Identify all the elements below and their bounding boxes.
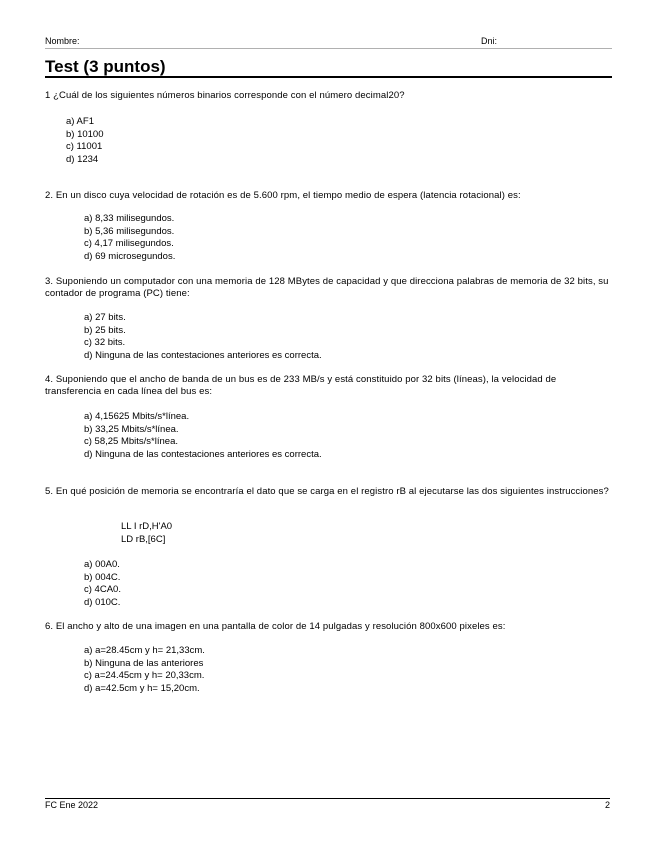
page-number: 2	[604, 800, 610, 810]
question-2: 2. En un disco cuya velocidad de rotación es de 5.600 rpm, el tiempo medio de espera (latencia rotacional) es:	[45, 190, 521, 201]
option: d) 010C.	[84, 596, 121, 608]
option: a) AF1	[66, 116, 94, 127]
option: c) 32 bits.	[84, 337, 126, 348]
page-header	[45, 36, 612, 49]
option: c) 58,25 Mbits/s*línea.	[84, 436, 178, 447]
question-2-options	[84, 213, 175, 263]
code-line: LL I rD,H'A0	[121, 521, 173, 532]
question-6-options	[84, 645, 205, 695]
option: c) 4,17 milisegundos.	[84, 238, 174, 249]
option: b) 5,36 milisegundos.	[84, 225, 175, 237]
option: b) Ninguna de las anteriores	[84, 657, 204, 669]
question-1-options	[66, 116, 104, 166]
question-1: 1 ¿Cuál de los siguientes números binarios corresponde con el número decimal20?	[45, 90, 405, 101]
option: c) 11001	[66, 141, 103, 152]
option: a) 00A0.	[84, 559, 120, 570]
option: d) a=42.5cm y h= 15,20cm.	[84, 682, 200, 694]
option: b) 25 bits.	[84, 324, 126, 336]
option: d) Ninguna de las contestaciones anteriores es correcta.	[84, 448, 322, 460]
question-3: 3. Suponiendo un computador con una memoria de 128 MBytes de capacidad y que direcciona palabras de memoria de 32 bits, su contador de programa (PC) tiene:	[45, 276, 609, 299]
question-5: 5. En qué posición de memoria se encontraría el dato que se carga en el registro rB al ejecutarse las dos siguientes instrucciones?	[45, 486, 609, 497]
question-5-options	[84, 559, 121, 609]
option: b) 33,25 Mbits/s*línea.	[84, 423, 179, 435]
option: a) a=28.45cm y h= 21,33cm.	[84, 645, 205, 656]
option: b) 10100	[66, 128, 104, 140]
option: a) 27 bits.	[84, 312, 126, 323]
option: b) 004C.	[84, 571, 121, 583]
option: d) Ninguna de las contestaciones anteriores es correcta.	[84, 349, 322, 361]
page-footer	[45, 798, 610, 810]
question-4-options	[84, 411, 322, 461]
page-title: Test (3 puntos)	[45, 57, 612, 78]
option: a) 8,33 milisegundos.	[84, 213, 175, 224]
question-4: 4. Suponiendo que el ancho de banda de un bus es de 233 MB/s y está constituido por 32 bits (líneas), la velocidad de transferencia en cada línea del bus es:	[45, 374, 557, 397]
dni-label: Dni:	[481, 36, 498, 46]
question-6: 6. El ancho y alto de una imagen en una pantalla de color de 14 pulgadas y resolución 800x600 pixeles es:	[45, 621, 506, 632]
question-3-options	[84, 312, 322, 362]
footer-course: FC Ene 2022	[45, 800, 99, 810]
option: c) a=24.45cm y h= 20,33cm.	[84, 670, 205, 681]
option: d) 69 microsegundos.	[84, 250, 176, 262]
option: c) 4CA0.	[84, 584, 121, 595]
code-line: LD rB,[6C]	[121, 533, 166, 545]
option: d) 1234	[66, 153, 99, 165]
option: a) 4,15625 Mbits/s*línea.	[84, 411, 190, 422]
instruction-code	[121, 521, 172, 546]
name-label: Nombre:	[45, 36, 80, 46]
